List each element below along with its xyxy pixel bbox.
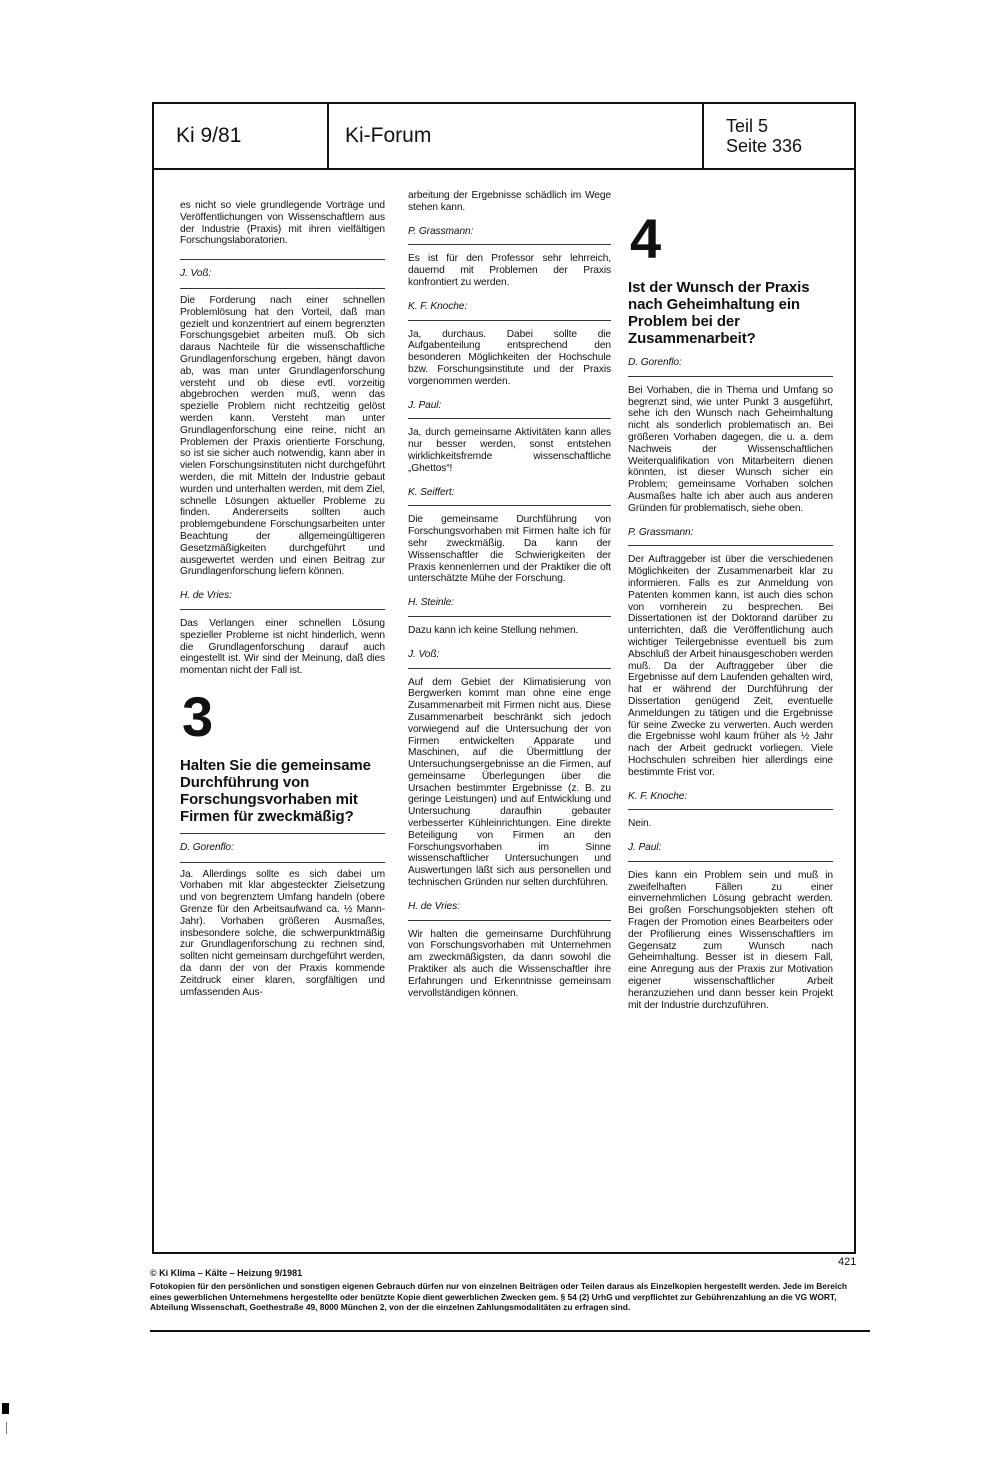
paragraph: Der Auftraggeber ist über die verschiedenen Möglichkeiten der Zusammenarbeit klar zu informieren. Falls es zur Anmeldung von Patenten kommen kann, ist auch dies schon von vornherein zu besprechen. Bei Dissertationen ist der Doktorand darüber zu unterrichten, daß die Veröffentlichung auch wichtiger Teilergebnisse eventuell bis zum Abschluß der Arbeit hinausgeschoben werden muß. Da der Auftraggeber über die Ergebnisse auf dem Laufenden gehalten wird, hat er während der Durchführung der Dissertation genügend Zeit, eventuelle Anmeldungen zu tätigen und die Ergebnisse für seine Zwecke zu verwerten. Auch werden die Ergebnisse wohl kaum früher als ½ Jahr nach der Arbeit gedruckt vorliegen. Viele Hochschulen schreiben hier allerdings eine bestimmte Frist vor. xyxy=(628,554,833,778)
question-heading: Halten Sie die gemeinsame Durchführung von Forschungsvorhaben mit Firmen für zweckmäßig? xyxy=(180,756,371,825)
speaker-name: J. Voß: xyxy=(408,649,611,669)
paragraph: Bei Vorhaben, die in Thema und Umfang so begrenzt sind, wie unter Punkt 3 ausgeführt, sehe ich den Wunsch nach Geheimhaltung nicht als sonderlich problematisch an. Bei größeren Vorhaben dagegen, die u. a. dem Nachweis der Wissenschaftlichen Weiterqualifikation von Mitarbeitern dienen könnten, ist dieser Wunsch sicher ein Problem; gemeinsame Vorhaben solchen Ausmaßes halte ich aber auch aus anderen Gründen für problematisch, siehe oben. xyxy=(628,384,833,514)
speaker-name: J. Paul: xyxy=(628,842,833,862)
question-heading: Ist der Wunsch der Praxis nach Geheimhaltung ein Problem bei der Zusammenarbeit? xyxy=(628,279,810,347)
speaker-name: D. Gorenflo: xyxy=(180,833,385,854)
paragraph: arbeitung der Ergebnisse schädlich im Wege stehen kann. xyxy=(408,190,611,213)
part-page-label xyxy=(704,104,854,168)
paragraph: Dazu kann ich keine Stellung nehmen. xyxy=(408,624,579,636)
scan-mark xyxy=(6,1422,7,1434)
divider xyxy=(180,862,385,863)
question-number: 3 xyxy=(182,684,214,748)
copyright-notice: Fotokopien für den persönlichen und sonstigen eigenen Gebrauch dürfen nur von einzelnen Beiträgen oder Teilen daraus als Einzelkopien hergestellt werden. Jede im Bereich eines gewerblichen Unternehmens hergestellte oder benützte Kopie dient gewerblichen Zwecken gem. § 54 (2) UrhG und verpflichtet zur Gebührenzahlung an die VG WORT, Abteilung Wissenschaft, Goethestraße 49, 8000 München 2, von der die einzelnen Zahlungsmodalitäten zu erfragen sind. xyxy=(150,1281,847,1312)
copyright-line: © Ki Klima – Kälte – Heizung 9/1981 xyxy=(150,1268,303,1278)
paragraph: Auf dem Gebiet der Klimatisierung von Bergwerken kommt man ohne eine enge Zusammenarbeit mit Firmen nicht aus. Diese Zusammenarbeit beschränkt sich jedoch vorwiegend auf die Untersuchung der von Firmen entwickelten Apparate und Maschinen, auf die Übermittlung der Untersuchungsergebnisse an die Firmen, auf gemeinsame Überlegungen über die Ursachen bestimmter Ergebnisse (z. B. zu geringe Leistungen) und auf Entwicklung und Untersuchung daraufhin gebauter verbesserter Kühleinrichtungen. Eine direkte Beteiligung von Firmen an den Forschungsvorhaben im Sinne wissenschaftlicher Untersuchungen und Auswertungen läßt sich aus personellen und technischen Gründen nur selten durchführen. xyxy=(408,676,611,889)
divider xyxy=(180,288,385,289)
paragraph: Dies kann ein Problem sein und muß in zweifelhaften Fällen zu einer einvernehmlichen Lösung gebracht werden. Bei großen Forschungsobjekten stehen oft Fragen der Promotion eines Bearbeiters oder der Profilierung eines Wissenschaftlers im Gegensatz zum Wunsch nach Geheimhaltung. Besser ist in diesem Fall, eine Anregung aus der Praxis zur Motivation eigener wissenschaftlicher Arbeit heranzuziehen und dann besser kein Projekt mit der Industrie durchzuführen. xyxy=(628,869,833,1011)
paragraph: Nein. xyxy=(628,818,652,830)
paragraph: Es ist für den Professor sehr lehrreich, dauernd mit Problemen der Praxis konfrontiert zu werden. xyxy=(408,253,611,288)
speaker-name: H. de Vries: xyxy=(408,901,611,921)
footer-rule xyxy=(150,1330,870,1332)
paragraph: Die gemeinsame Durchführung von Forschungsvorhaben mit Firmen halte ich für sehr zweckmäßig. Da kann der Wissenschaftler die Schwierigkeiten der Praxis kennenlernen und der Praktiker die oft unterschätzte Mühe der Forschung. xyxy=(408,514,611,585)
column-1 xyxy=(180,200,385,1010)
page-number: 421 xyxy=(838,1256,857,1268)
section-label: Ki-Forum xyxy=(329,104,704,168)
issue-label: Ki 9/81 xyxy=(154,104,329,168)
speaker-name: J. Paul: xyxy=(408,400,611,420)
speaker-name: K. F. Knoche: xyxy=(628,791,833,811)
column-3 xyxy=(628,205,833,1023)
paragraph: Die Forderung nach einer schnellen Problemlösung hat den Vorteil, daß man gezielt und konzentriert auf einem begrenzten Forschungsgebiet arbeiten muß. Ob sich daraus Nachteile für die wissenschaftliche Grundlagenforschung ergeben, hängt davon ab, was man unter Grundlagenforschung versteht und ob diese evtl. vorzeitig abgebrochen werden muß, wenn das spezielle Problem nicht rechtzeitig gelöst werden kann. Versteht man unter Grundlagenforschung eine reine, nicht an Problemen der Praxis orientierte Forschung, so ist sie sicher auch notwendig, kann aber in vielen Forschungsinstituten nicht durchgeführt werden, die mit Mitteln der Industrie gebaut wurden und unterhalten werden, mit dem Ziel, schnelle Lösungen aktueller Probleme zu finden. Andererseits sollten auch problemgebundene Forschungsarbeiten unter Beachtung der allgemeingültigeren Gesetzmäßigkeiten durchgeführt und ausgewertet werden und einen Beitrag zur Grundlagenforschung liefern können. xyxy=(180,294,385,578)
part-label: Teil 5 xyxy=(726,116,769,136)
speaker-name: K. Seiffert: xyxy=(408,487,611,507)
paragraph: es nicht so viele grundlegende Vorträge und Veröffentlichungen von Wissenschaftlern aus der Industrie (Praxis) mit ihren vielfältigen Forschungslaboratorien. xyxy=(180,200,385,247)
paragraph: Wir halten die gemeinsame Durchführung von Forschungsvorhaben mit Unternehmen am zweckmäßigsten, da dann sowohl die Praktiker als auch die Wissenschaftler ihre Erfahrungen und Erkenntnisse gemeinsam vervollständigen können. xyxy=(408,928,611,999)
speaker-name: H. Steinle: xyxy=(408,597,611,617)
speaker-name: J. Voß: xyxy=(180,259,385,280)
paragraph: Ja, durch gemeinsame Aktivitäten kann alles nur besser werden, sonst entstehen wirklichkeitsfremde wissenschaftliche „Ghettos“! xyxy=(408,427,611,474)
paragraph: Ja, durchaus. Dabei sollte die Aufgabenteilung entsprechend den besonderen Möglichkeiten der Hochschule bzw. Forschungsinstitute und der Praxis vorgenommen werden. xyxy=(408,328,611,387)
paragraph: Ja. Allerdings sollte es sich dabei um Vorhaben mit klar abgesteckter Zielsetzung und von begrenztem Umfang handeln (obere Grenze für den Arbeitsaufwand ca. ½ Mann-Jahr). Vorhaben größeren Ausmaßes, insbesondere solche, die schwerpunktmäßig zur Grundlagenforschung zu rechnen sind, sollten nicht gemeinsam durchgeführt werden, da dann der von der Praxis kommende Zeitdruck einer klaren, sorgfältigen und umfassenden Aus- xyxy=(180,868,385,998)
speaker-name: P. Grassmann: xyxy=(408,226,611,246)
paragraph: Das Verlangen einer schnellen Lösung spezieller Probleme ist nicht hinderlich, wenn die Grundlagenforschung darauf auch eingestellt ist. Wir sind der Meinung, daß dies momentan nicht der Fall ist. xyxy=(180,617,385,677)
question-number: 4 xyxy=(630,207,662,270)
speaker-name: K. F. Knoche: xyxy=(408,301,611,321)
speaker-name: D. Gorenflo: xyxy=(628,357,833,377)
speaker-name: P. Grassmann: xyxy=(628,527,833,547)
page-label: Seite 336 xyxy=(726,136,803,156)
footer xyxy=(150,1268,870,1313)
column-2 xyxy=(408,190,611,1011)
page-header xyxy=(154,104,854,170)
speaker-name: H. de Vries: xyxy=(180,590,385,610)
scan-mark xyxy=(2,1403,9,1414)
